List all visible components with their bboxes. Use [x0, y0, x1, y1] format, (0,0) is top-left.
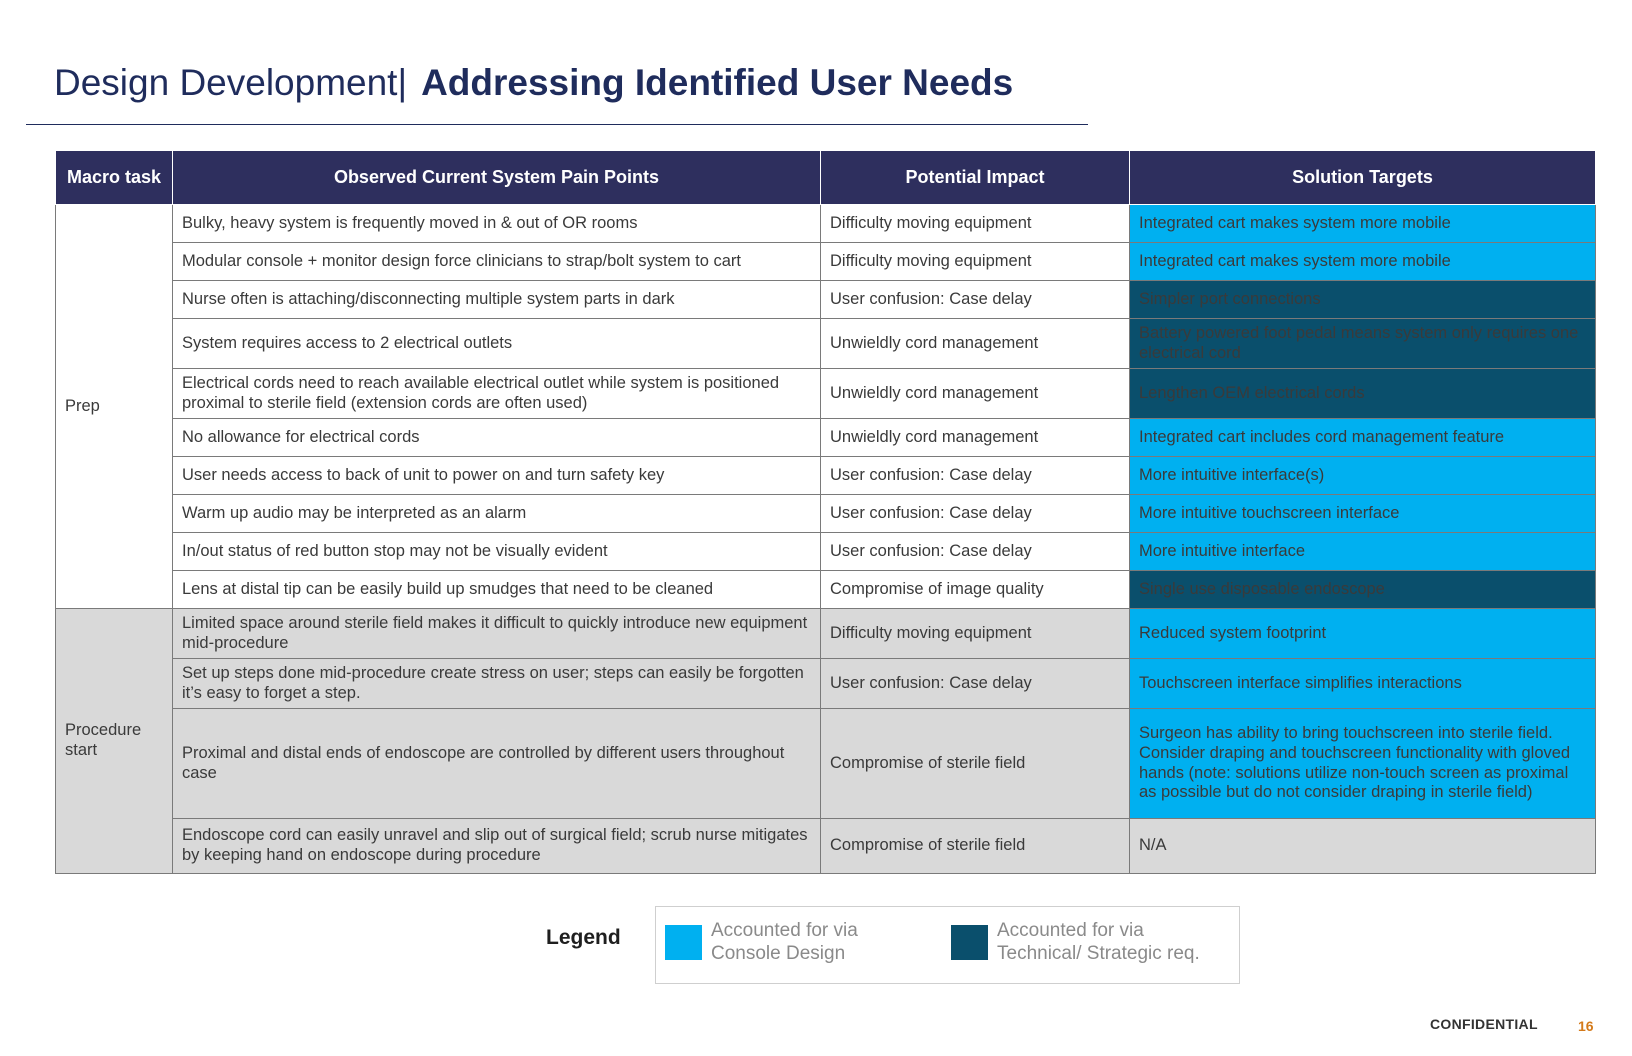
solution-cell: More intuitive interface	[1130, 533, 1596, 571]
pain-point-cell: Endoscope cord can easily unravel and slip out of surgical field; scrub nurse mitigates by keeping hand on endoscope during procedure	[173, 819, 821, 874]
header-potential-impact: Potential Impact	[821, 151, 1130, 205]
table-row	[56, 533, 1596, 571]
pain-point-cell: User needs access to back of unit to power on and turn safety key	[173, 457, 821, 495]
table-row	[56, 457, 1596, 495]
header-solution-targets: Solution Targets	[1130, 151, 1596, 205]
impact-cell: Difficulty moving equipment	[821, 205, 1130, 243]
solution-cell: Integrated cart makes system more mobile	[1130, 205, 1596, 243]
solution-cell: Lengthen OEM electrical cords	[1130, 369, 1596, 419]
pain-point-cell: Electrical cords need to reach available electrical outlet while system is positioned proximal to sterile field (extension cords are often used)	[173, 369, 821, 419]
impact-cell: User confusion: Case delay	[821, 495, 1130, 533]
table-row	[56, 281, 1596, 319]
pain-point-cell: Set up steps done mid-procedure create stress on user; steps can easily be forgotten it’s easy to forget a step.	[173, 659, 821, 709]
impact-cell: User confusion: Case delay	[821, 457, 1130, 495]
table-row	[56, 243, 1596, 281]
pain-point-cell: System requires access to 2 electrical outlets	[173, 319, 821, 369]
header-macro-task: Macro task	[56, 151, 173, 205]
pain-point-cell: Proximal and distal ends of endoscope are controlled by different users throughout case	[173, 709, 821, 819]
legend-swatch-technical	[951, 925, 988, 960]
solution-cell: Integrated cart makes system more mobile	[1130, 243, 1596, 281]
impact-cell: Compromise of image quality	[821, 571, 1130, 609]
table-row	[56, 709, 1596, 819]
solution-cell: Reduced system footprint	[1130, 609, 1596, 659]
macro-task-cell: Prep	[56, 205, 173, 609]
pain-point-cell: Warm up audio may be interpreted as an alarm	[173, 495, 821, 533]
table-row	[56, 659, 1596, 709]
table-row	[56, 419, 1596, 457]
table-row	[56, 495, 1596, 533]
legend-label: Legend	[546, 926, 621, 949]
legend-console-line-2: Console Design	[711, 942, 846, 964]
title-part-2: Addressing Identified User Needs	[421, 62, 1014, 103]
impact-cell: Unwieldly cord management	[821, 419, 1130, 457]
pain-point-cell: Bulky, heavy system is frequently moved in & out of OR rooms	[173, 205, 821, 243]
solution-cell: Integrated cart includes cord management feature	[1130, 419, 1596, 457]
title-part-1: Design Development|	[54, 62, 408, 103]
user-needs-table	[55, 150, 1596, 874]
macro-task-cell: Procedure start	[56, 609, 173, 874]
legend-technical-line-1: Accounted for via	[997, 920, 1144, 941]
legend-swatch-console	[665, 925, 702, 960]
solution-cell: Surgeon has ability to bring touchscreen into sterile field. Consider draping and touchscreen functionality with gloved hands (note: solutions utilize non-touch screen as proximal as possible but do not consider draping in sterile field)	[1130, 709, 1596, 819]
pain-point-cell: Lens at distal tip can be easily build up smudges that need to be cleaned	[173, 571, 821, 609]
solution-cell: Simpler port connections	[1130, 281, 1596, 319]
pain-point-cell: Limited space around sterile field makes it difficult to quickly introduce new equipment mid-procedure	[173, 609, 821, 659]
impact-cell: User confusion: Case delay	[821, 533, 1130, 571]
impact-cell: Difficulty moving equipment	[821, 609, 1130, 659]
solution-cell: Battery powered foot pedal means system only requires one electrical cord	[1130, 319, 1596, 369]
legend	[655, 906, 1240, 984]
pain-point-cell: No allowance for electrical cords	[173, 419, 821, 457]
legend-technical-line-2: Technical/ Strategic req.	[997, 942, 1200, 964]
page-title	[54, 62, 1013, 104]
solution-cell: More intuitive interface(s)	[1130, 457, 1596, 495]
impact-cell: Compromise of sterile field	[821, 709, 1130, 819]
header-pain-points: Observed Current System Pain Points	[173, 151, 821, 205]
table-row	[56, 819, 1596, 874]
table-row	[56, 319, 1596, 369]
table-row	[56, 571, 1596, 609]
impact-cell: Unwieldly cord management	[821, 319, 1130, 369]
table-row	[56, 369, 1596, 419]
pain-point-cell: Nurse often is attaching/disconnecting multiple system parts in dark	[173, 281, 821, 319]
solution-cell: More intuitive touchscreen interface	[1130, 495, 1596, 533]
page-number: 16	[1578, 1018, 1594, 1034]
pain-point-cell: Modular console + monitor design force clinicians to strap/bolt system to cart	[173, 243, 821, 281]
legend-text-technical	[997, 920, 1200, 966]
title-divider	[26, 124, 1088, 125]
table-row	[56, 609, 1596, 659]
pain-point-cell: In/out status of red button stop may not be visually evident	[173, 533, 821, 571]
impact-cell: User confusion: Case delay	[821, 281, 1130, 319]
legend-console-line-1: Accounted for via	[711, 920, 858, 941]
impact-cell: Compromise of sterile field	[821, 819, 1130, 874]
table-header-row	[56, 151, 1596, 205]
impact-cell: Unwieldly cord management	[821, 369, 1130, 419]
confidential-label: CONFIDENTIAL	[1430, 1016, 1538, 1032]
solution-cell: Single use disposable endoscope	[1130, 571, 1596, 609]
solution-cell: Touchscreen interface simplifies interactions	[1130, 659, 1596, 709]
table-row	[56, 205, 1596, 243]
legend-text-console	[711, 920, 858, 966]
impact-cell: User confusion: Case delay	[821, 659, 1130, 709]
impact-cell: Difficulty moving equipment	[821, 243, 1130, 281]
solution-cell: N/A	[1130, 819, 1596, 874]
